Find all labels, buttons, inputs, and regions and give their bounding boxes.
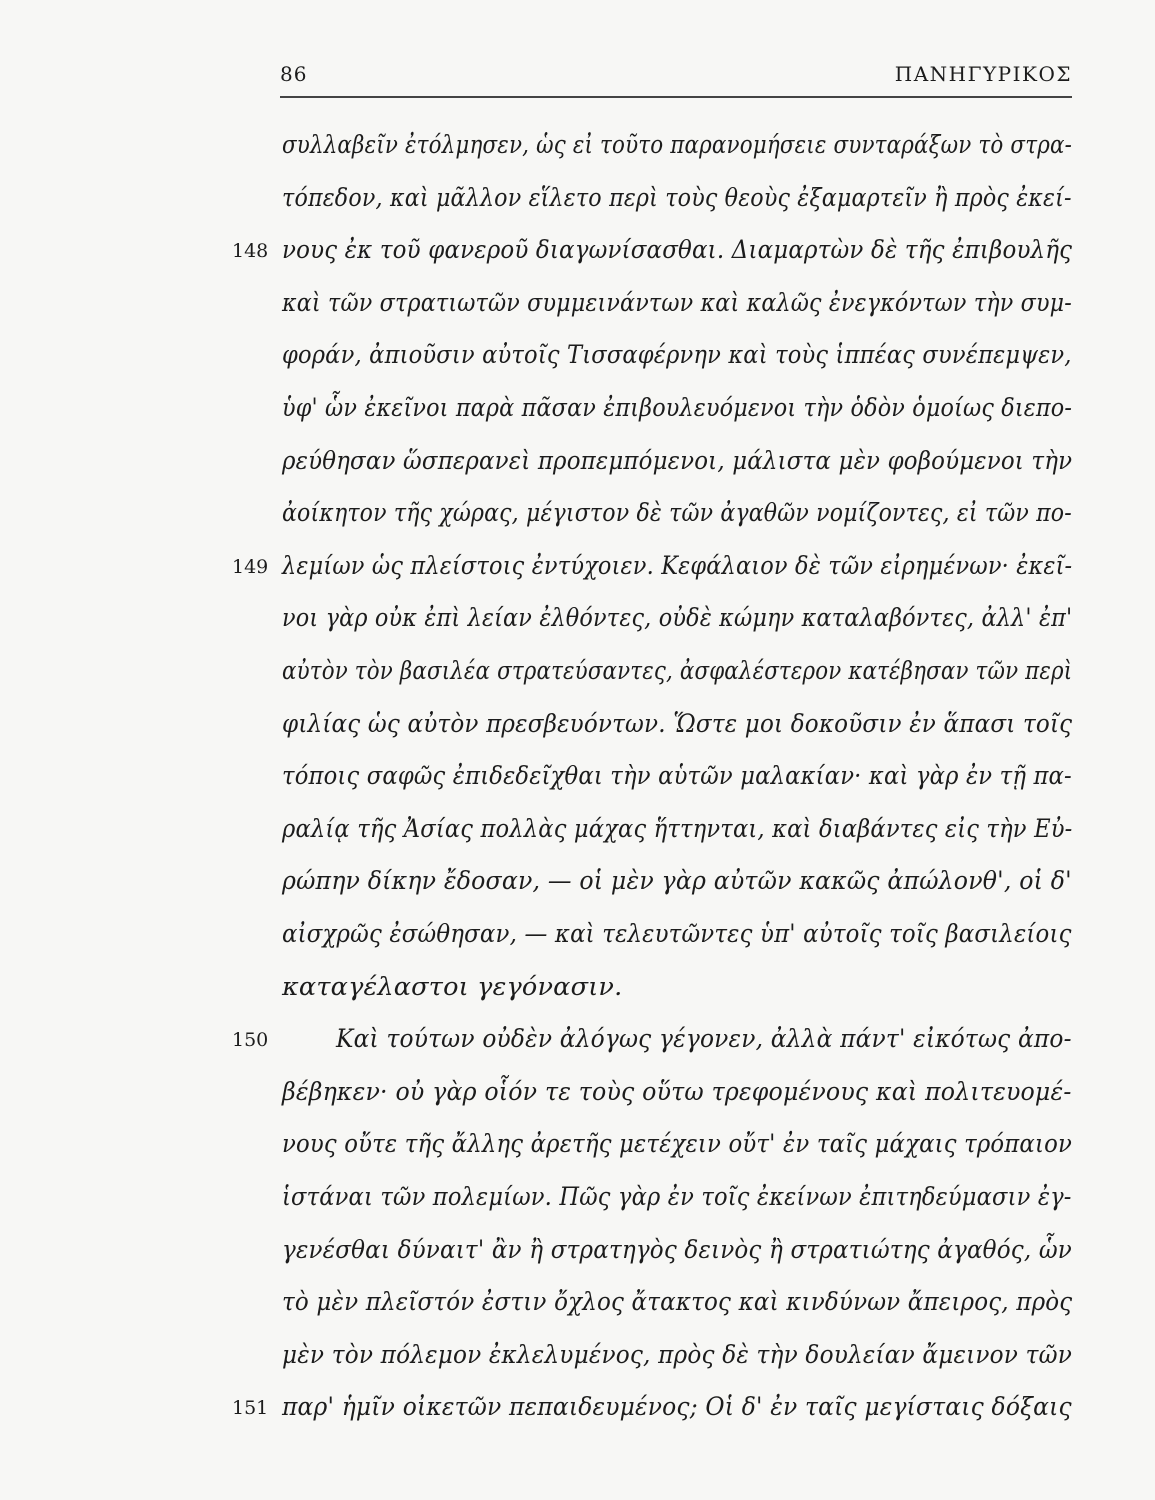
text-line: καταγέλαστοι γεγόνασιν. — [282, 971, 623, 1002]
text-line: νοι γὰρ οὐκ ἐπὶ λείαν ἐλθόντες, οὐδὲ κώμην καταλαβόντες, ἀλλ' ἐπ' — [282, 603, 1073, 634]
text-line: μὲν τὸν πόλεμον ἐκλελυμένος, πρὸς δὲ τὴν δουλείαν ἄμεινον τῶν — [282, 1339, 1072, 1370]
text-line: γενέσθαι δύναιτ' ἂν ἢ στρατηγὸς δεινὸς ἢ στρατιώτης ἀγαθός, ὧν — [282, 1234, 1072, 1265]
page-number: 86 — [280, 62, 308, 86]
text-line: παρ' ἡμῖν οἰκετῶν πεπαιδευμένος; Οἱ δ' ἐν ταῖς μεγίσταις δόξαις — [282, 1392, 1072, 1423]
text-line: αἰσχρῶς ἐσώθησαν, — καὶ τελευτῶντες ὑπ' αὐτοῖς τοῖς βασιλείοις — [282, 919, 1072, 949]
page-header — [280, 62, 1072, 98]
text-line: ὑφ' ὧν ἐκεῖνοι παρὰ πᾶσαν ἐπιβουλευόμενοι τὴν ὁδὸν ὁμοίως διεπο- — [282, 393, 1073, 423]
text-line: φιλίας ὡς αὐτὸν πρεσβευόντων. Ὥστε μοι δοκοῦσιν ἐν ἅπασι τοῖς — [282, 708, 1073, 739]
text-line: Καὶ τούτων οὐδὲν ἀλόγως γέγονεν, ἀλλὰ πάντ' εἰκότως ἀπο- — [336, 1024, 1072, 1055]
section-number: 150 — [232, 1029, 269, 1052]
text-line: ραλίᾳ τῆς Ἀσίας πολλὰς μάχας ἥττηνται, καὶ διαβάντες εἰς τὴν Εὐ- — [282, 813, 1073, 844]
text-line: συλλαβεῖν ἐτόλμησεν, ὡς εἰ τοῦτο παρανομήσειε συνταράξων τὸ στρα- — [282, 130, 1072, 160]
text-line: νους ἐκ τοῦ φανεροῦ διαγωνίσασθαι. Διαμαρτὼν δὲ τῆς ἐπιβουλῆς — [282, 235, 1073, 266]
text-line: ρώπην δίκην ἔδοσαν, — οἱ μὲν γὰρ αὐτῶν κακῶς ἀπώλονθ', οἱ δ' — [282, 866, 1072, 897]
running-title: ΠΑΝΗΓΥΡΙΚΟΣ — [894, 62, 1072, 86]
text-line: βέβηκεν· οὐ γὰρ οἷόν τε τοὺς οὕτω τρεφομένους καὶ πολιτευομέ- — [282, 1076, 1072, 1107]
section-number: 149 — [232, 555, 269, 578]
text-line: ἀοίκητον τῆς χώρας, μέγιστον δὲ τῶν ἀγαθῶν νομίζοντες, εἰ τῶν πο- — [282, 498, 1072, 529]
text-line: καὶ τῶν στρατιωτῶν συμμεινάντων καὶ καλῶς ἐνεγκόντων τὴν συμ- — [282, 287, 1072, 318]
text-line: τόποις σαφῶς ἐπιδεδεῖχθαι τὴν αὑτῶν μαλακίαν· καὶ γὰρ ἐν τῇ πα- — [282, 761, 1072, 792]
text-line: λεμίων ὡς πλείστοις ἐντύχοιεν. Κεφάλαιον δὲ τῶν εἰρημένων· ἐκεῖ- — [282, 550, 1073, 581]
text-line: τόπεδον, καὶ μᾶλλον εἵλετο περὶ τοὺς θεοὺς ἐξαμαρτεῖν ἢ πρὸς ἐκεί- — [282, 182, 1072, 213]
text-line: ἱστάναι τῶν πολεμίων. Πῶς γὰρ ἐν τοῖς ἐκείνων ἐπιτηδεύμασιν ἐγ- — [282, 1182, 1072, 1212]
text-line: τὸ μὲν πλεῖστόν ἐστιν ὄχλος ἄτακτος καὶ κινδύνων ἄπειρος, πρὸς — [282, 1287, 1073, 1318]
text-line: ρεύθησαν ὥσπερανεὶ προπεμπόμενοι, μάλιστα μὲν φοβούμενοι τὴν — [282, 445, 1073, 476]
section-number: 148 — [232, 240, 269, 263]
text-line: φοράν, ἀπιοῦσιν αὐτοῖς Τισσαφέρνην καὶ τοὺς ἱππέας συνέπεμψεν, — [282, 340, 1072, 371]
header-rule — [280, 96, 1072, 98]
section-number: 151 — [232, 1397, 269, 1420]
text-line: νους οὔτε τῆς ἄλλης ἀρετῆς μετέχειν οὔτ' ἐν ταῖς μάχαις τρόπαιον — [282, 1129, 1072, 1160]
text-line: αὐτὸν τὸν βασιλέα στρατεύσαντες, ἀσφαλέστερον κατέβησαν τῶν περὶ — [282, 656, 1073, 686]
